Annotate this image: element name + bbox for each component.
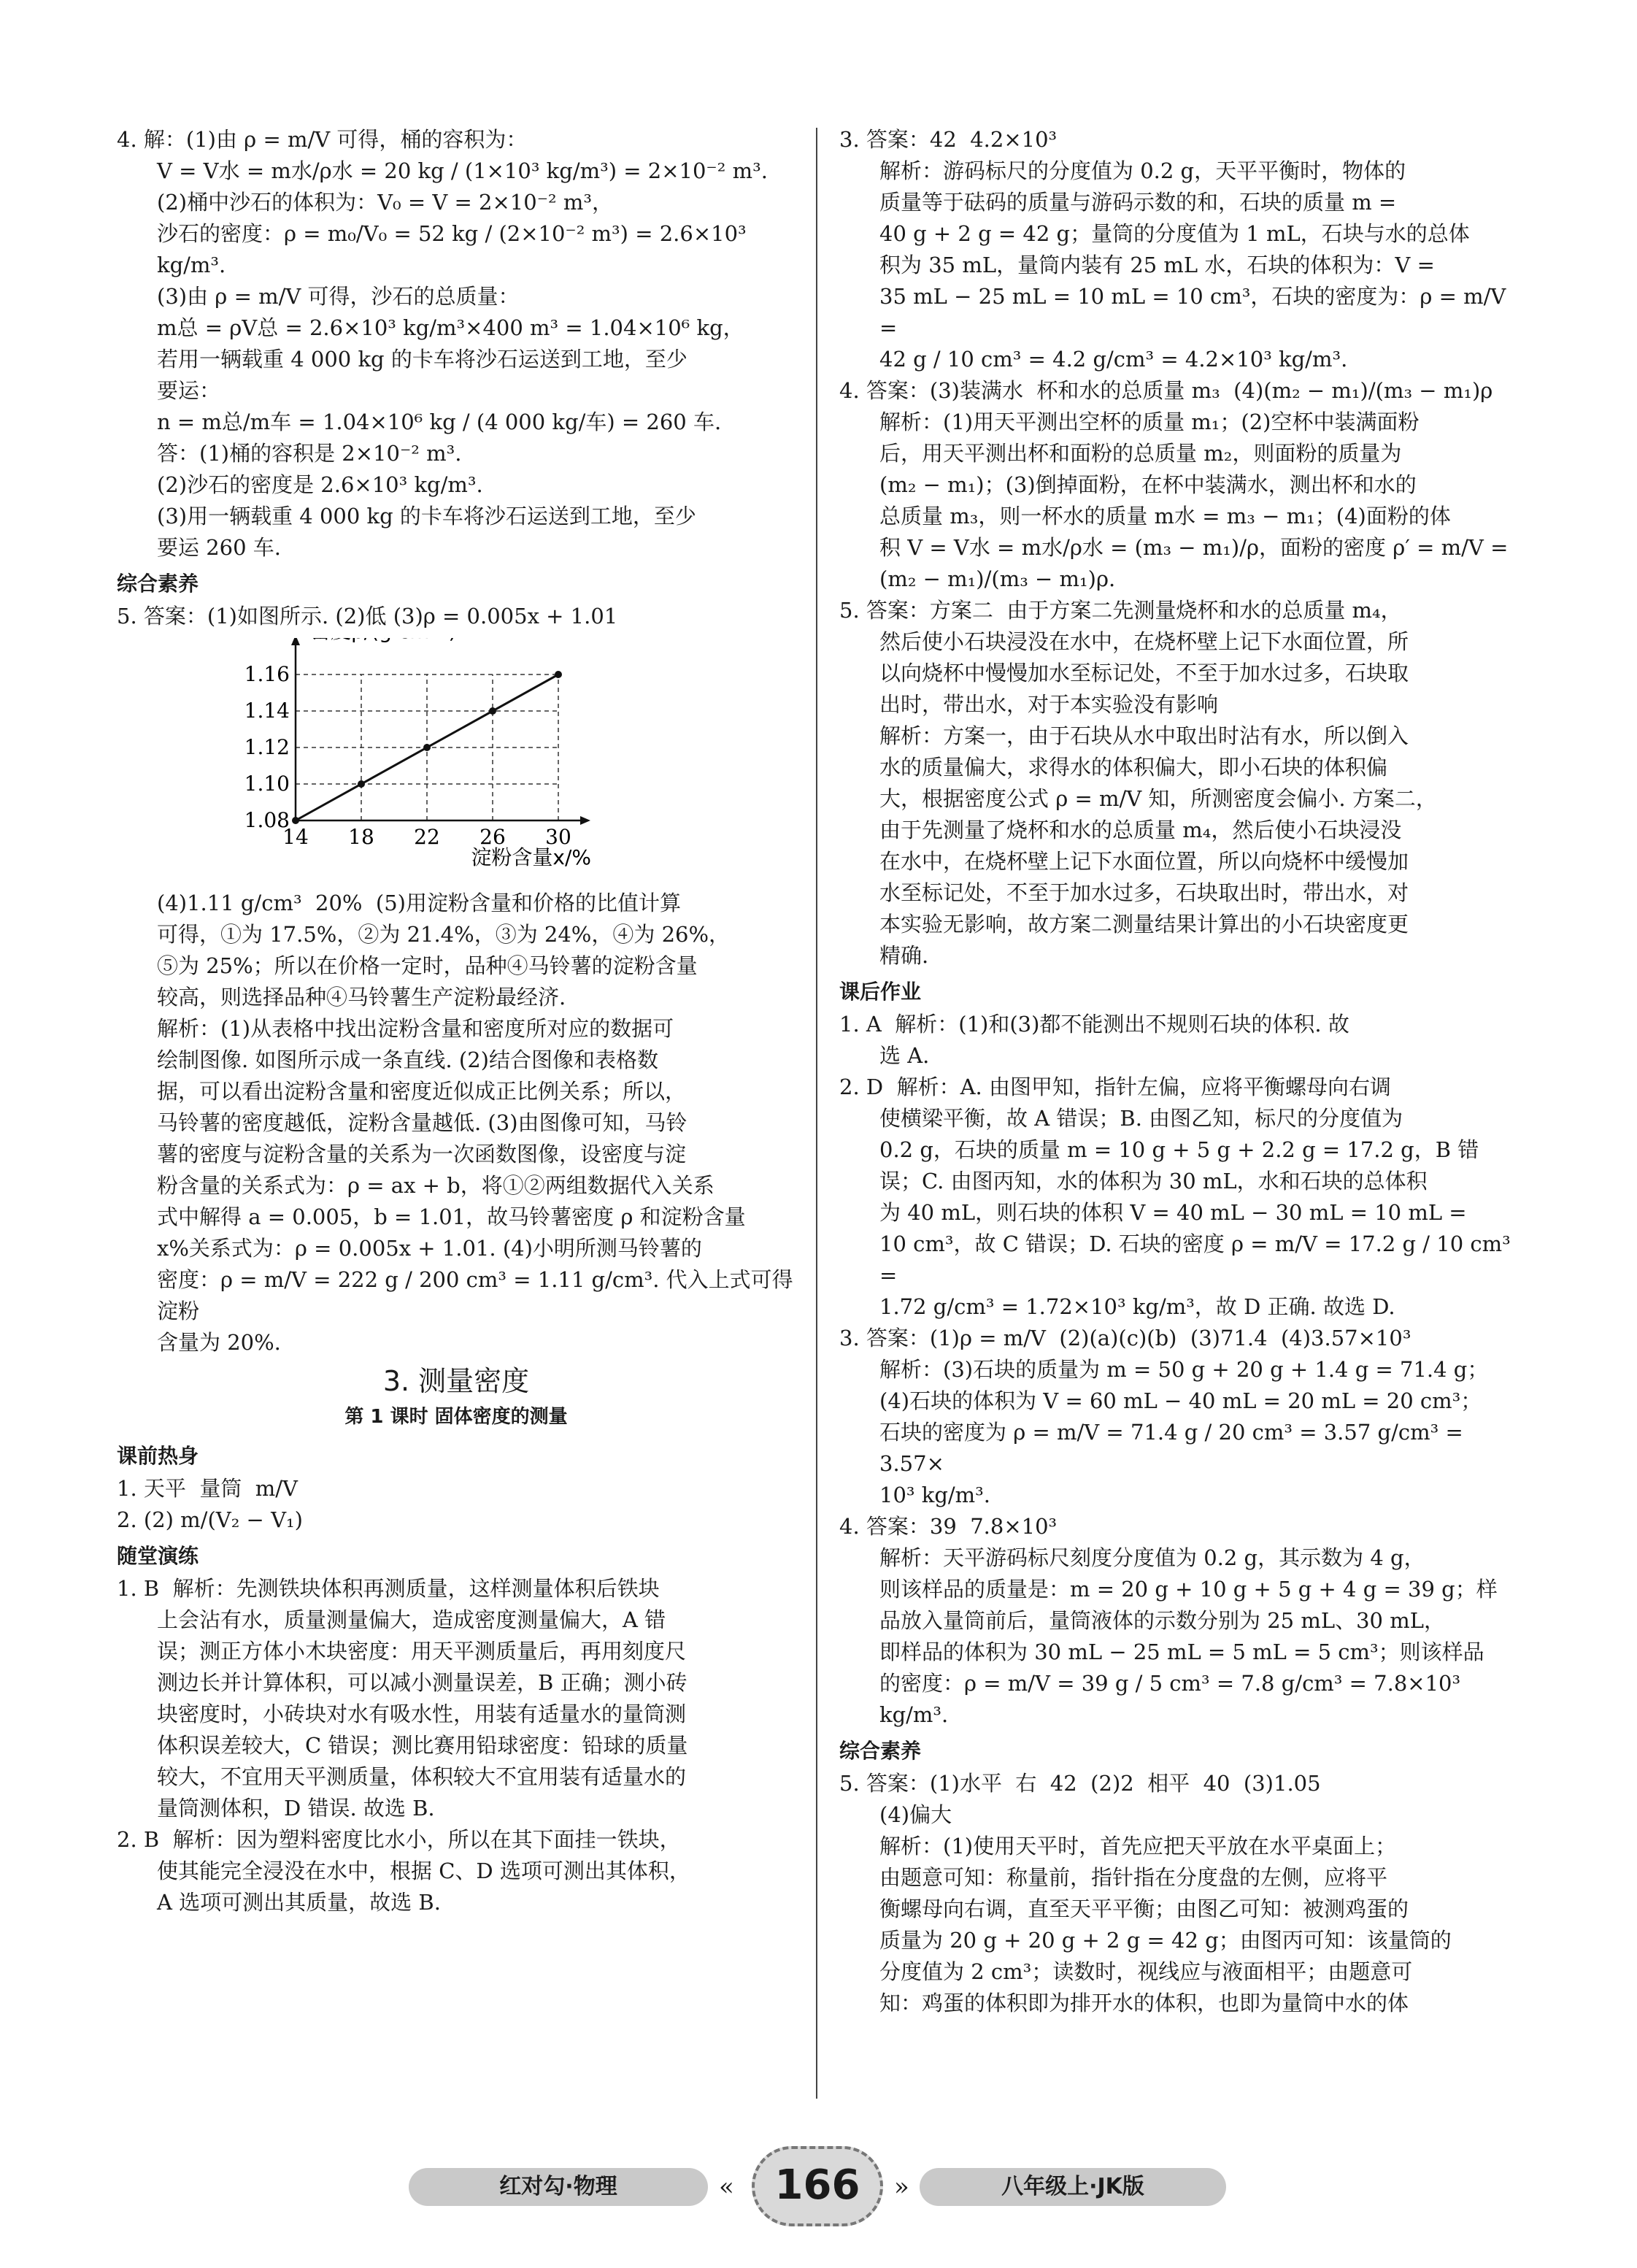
y-tick-label: 1.16 bbox=[244, 662, 290, 686]
text-line: (m₂ − m₁)；(3)倒掉面粉，在杯中装满水，测出杯和水的 bbox=[879, 472, 1417, 497]
text-line: 密度：ρ = m/V = 222 g / 200 cm³ = 1.11 g/cm³. 代入上式可得淀粉 bbox=[157, 1267, 793, 1323]
x-tick-label: 22 bbox=[414, 825, 440, 849]
text-line: 35 mL − 25 mL = 10 mL = 10 cm³，石块的密度为：ρ = m/V = bbox=[879, 284, 1513, 340]
text-line: x%关系式为：ρ = 0.005x + 1.01. (4)小明所测马铃薯的 bbox=[157, 1236, 702, 1261]
text-line: ⑤为 25%；所以在价格一定时，品种④马铃薯的淀粉含量 bbox=[157, 953, 698, 978]
text-line: A 选项可测出其质量，故选 B. bbox=[157, 1890, 441, 1915]
text-line: (4)偏大 bbox=[879, 1802, 952, 1827]
data-point bbox=[292, 817, 299, 824]
x-axis-label: 淀粉含量x/% bbox=[471, 845, 591, 869]
chevron-left-icon: « bbox=[719, 2172, 734, 2202]
text-line: 马铃薯的密度越低，淀粉含量越低. (3)由图像可知，马铃 bbox=[157, 1110, 687, 1135]
text-line: 解析：(1)从表格中找出淀粉含量和密度所对应的数据可 bbox=[157, 1016, 674, 1041]
text-line: 含量为 20%. bbox=[157, 1330, 281, 1355]
text-line: 为 40 mL，则石块的体积 V = 40 mL − 30 mL = 10 mL = bbox=[879, 1200, 1467, 1225]
text-line: 2. (2) m/(V₂ − V₁) bbox=[117, 1507, 303, 1532]
data-point bbox=[489, 707, 496, 715]
text-line: 解析：方案一，由于石块从水中取出时沾有水，所以倒入 bbox=[879, 723, 1409, 748]
x-tick-label: 14 bbox=[282, 825, 309, 849]
page-footer bbox=[409, 2146, 1226, 2226]
y-tick-label: 1.08 bbox=[244, 808, 290, 832]
left-text-block-3 bbox=[117, 1440, 796, 1918]
text-line: 可得，①为 17.5%，②为 21.4%，③为 24%，④为 26%， bbox=[157, 922, 731, 947]
text-line: 1. 天平 量筒 m/V bbox=[117, 1476, 298, 1501]
left-text-block-2 bbox=[117, 888, 796, 1358]
text-line: 解析：(1)使用天平时，首先应把天平放在水平桌面上； bbox=[879, 1834, 1397, 1858]
data-point bbox=[423, 744, 431, 751]
density-chart bbox=[186, 638, 697, 879]
x-tick-label: 30 bbox=[545, 825, 571, 849]
text-line: 精确. bbox=[879, 943, 929, 968]
text-line: 分度值为 2 cm³；读数时，视线应与液面相平；由题意可 bbox=[879, 1959, 1413, 1984]
section-heading: 随堂演练 bbox=[117, 1544, 199, 1568]
text-line: 2. D 解析：A. 由图甲知，指针左偏，应将平衡螺母向右调 bbox=[839, 1075, 1391, 1099]
right-text-block bbox=[839, 124, 1525, 2019]
text-line: 的密度：ρ = m/V = 39 g / 5 cm³ = 7.8 g/cm³ = 7.8×10³ kg/m³. bbox=[879, 1671, 1468, 1727]
text-line: 10³ kg/m³. bbox=[879, 1483, 990, 1507]
y-axis-arrow-icon bbox=[291, 638, 300, 645]
book-title: 红对勾·物理 bbox=[409, 2168, 708, 2206]
text-line: 4. 解：(1)由 ρ = m/V 可得，桶的容积为： bbox=[117, 127, 528, 152]
text-line: 5. 答案：(1)水平 右 42 (2)2 相平 40 (3)1.05 bbox=[839, 1771, 1321, 1796]
text-line: 品放入量筒前后，量筒液体的示数分别为 25 mL、30 mL， bbox=[879, 1608, 1445, 1633]
text-line: 较大，不宜用天平测质量，体积较大不宜用装有适量水的 bbox=[157, 1764, 687, 1789]
text-line: (2)桶中沙石的体积为：V₀ = V = 2×10⁻² m³， bbox=[157, 190, 613, 215]
text-line: 质量为 20 g + 20 g + 2 g = 42 g；由图丙可知：该量筒的 bbox=[879, 1928, 1452, 1953]
text-line: 即样品的体积为 30 mL − 25 mL = 5 mL = 5 cm³；则该样品 bbox=[879, 1640, 1484, 1664]
text-line: (4)1.11 g/cm³ 20% (5)用淀粉含量和价格的比值计算 bbox=[157, 891, 681, 915]
text-line: 10 cm³，故 C 错误；D. 石块的密度 ρ = m/V = 17.2 g / 10 cm³ = bbox=[879, 1231, 1517, 1288]
section-heading: 综合素养 bbox=[839, 1739, 922, 1763]
text-line: 式中解得 a = 0.005，b = 1.01，故马铃薯密度 ρ 和淀粉含量 bbox=[157, 1204, 746, 1229]
y-axis-label bbox=[310, 638, 456, 643]
chevron-right-icon: » bbox=[894, 2172, 909, 2202]
grade-edition: 八年级上·JK版 bbox=[920, 2168, 1226, 2206]
x-tick-label: 26 bbox=[479, 825, 506, 849]
text-line: 出时，带出水，对于本实验没有影响 bbox=[879, 692, 1219, 717]
text-line: 要运： bbox=[157, 378, 221, 403]
left-column bbox=[117, 124, 796, 1918]
text-line: 块密度时，小砖块对水有吸水性，用装有适量水的量筒测 bbox=[157, 1702, 687, 1726]
text-line: 4. 答案：(3)装满水 杯和水的总质量 m₃ (4)(m₂ − m₁)/(m₃ − m₁)ρ bbox=[839, 378, 1493, 403]
text-line: 水的质量偏大，求得水的体积偏大，即小石块的体积偏 bbox=[879, 755, 1388, 780]
page-number: 166 bbox=[752, 2146, 883, 2226]
section-heading: 课前热身 bbox=[117, 1444, 199, 1468]
text-line: (3)由 ρ = m/V 可得，沙石的总质量： bbox=[157, 284, 520, 309]
text-line: 量筒测体积，D 错误. 故选 B. bbox=[157, 1796, 435, 1821]
text-line: 解析：(3)石块的质量为 m = 50 g + 20 g + 1.4 g = 71.4 g； bbox=[879, 1357, 1489, 1382]
text-line: 由于先测量了烧杯和水的总质量 m₄，然后使小石块浸没 bbox=[879, 818, 1402, 842]
y-tick-label: 1.12 bbox=[244, 735, 290, 759]
text-line: 总质量 m₃，则一杯水的质量 m水 = m₃ − m₁；(4)面粉的体 bbox=[879, 504, 1451, 528]
text-line: 据，可以看出淀粉含量和密度近似成正比例关系；所以， bbox=[157, 1079, 687, 1104]
text-line: 2. B 解析：因为塑料密度比水小，所以在其下面挂一铁块， bbox=[117, 1827, 681, 1852]
text-line: 若用一辆载重 4 000 kg 的卡车将沙石运送到工地，至少 bbox=[157, 347, 687, 372]
x-tick-label: 18 bbox=[348, 825, 374, 849]
text-line: (4)石块的体积为 V = 60 mL − 40 mL = 20 mL = 20 cm³； bbox=[879, 1388, 1482, 1413]
text-line: 1.72 g/cm³ = 1.72×10³ kg/m³，故 D 正确. 故选 D. bbox=[879, 1294, 1395, 1319]
text-line: 然后使小石块浸没在水中，在烧杯壁上记下水面位置，所 bbox=[879, 629, 1409, 654]
text-line: 质量等于砝码的质量与游码示数的和，石块的质量 m = bbox=[879, 190, 1397, 215]
text-line: 使横梁平衡，故 A 错误；B. 由图乙知，标尺的分度值为 bbox=[879, 1106, 1403, 1131]
data-point bbox=[555, 671, 562, 678]
text-line: 使其能完全浸没在水中，根据 C、D 选项可测出其体积， bbox=[157, 1858, 690, 1883]
text-line: 以向烧杯中慢慢加水至标记处，不至于加水过多，石块取 bbox=[879, 661, 1409, 685]
section-title: 3. 测量密度 bbox=[382, 1365, 530, 1397]
text-line: 解析：天平游码标尺刻度分度值为 0.2 g，其示数为 4 g， bbox=[879, 1545, 1425, 1570]
text-line: 知：鸡蛋的体积即为排开水的体积，也即为量筒中水的体 bbox=[879, 1991, 1409, 2015]
text-line: m总 = ρV总 = 2.6×10³ kg/m³×400 m³ = 1.04×10⁶ kg， bbox=[157, 315, 744, 340]
text-line: 上会沾有水，质量测量偏大，造成密度测量偏大，A 错 bbox=[157, 1607, 666, 1632]
y-tick-label: 1.10 bbox=[244, 772, 290, 796]
text-line: V = V水 = m水/ρ水 = 20 kg / (1×10³ kg/m³) = 2×10⁻² m³. bbox=[157, 158, 768, 183]
text-line: 衡螺母向右调，直至天平平衡；由图乙可知：被测鸡蛋的 bbox=[879, 1896, 1409, 1921]
text-line: 40 g + 2 g = 42 g；量筒的分度值为 1 mL，石块与水的总体 bbox=[879, 221, 1470, 246]
text-line: (3)用一辆载重 4 000 kg 的卡车将沙石运送到工地，至少 bbox=[157, 504, 696, 528]
text-line: 3. 答案：42 4.2×10³ bbox=[839, 127, 1058, 152]
text-line: 水至标记处，不至于加水过多，石块取出时，带出水，对 bbox=[879, 880, 1409, 905]
text-line: 粉含量的关系式为：ρ = ax + b，将①②两组数据代入关系 bbox=[157, 1173, 714, 1198]
text-line: 要运 260 车. bbox=[157, 535, 282, 560]
text-line: 体积误差较大，C 错误；测比赛用铅球密度：铅球的质量 bbox=[157, 1733, 688, 1758]
text-line: 则该样品的质量是：m = 20 g + 10 g + 5 g + 4 g = 39 g；样 bbox=[879, 1577, 1498, 1602]
text-line: 石块的密度为 ρ = m/V = 71.4 g / 20 cm³ = 3.57 g/cm³ = 3.57× bbox=[879, 1420, 1470, 1476]
text-line: 解析：(1)用天平测出空杯的质量 m₁；(2)空杯中装满面粉 bbox=[879, 410, 1420, 434]
column-divider bbox=[816, 128, 817, 2099]
text-line: 误；C. 由图丙知，水的体积为 30 mL，水和石块的总体积 bbox=[879, 1169, 1428, 1193]
text-line: 误；测正方体小木块密度：用天平测质量后，再用刻度尺 bbox=[157, 1639, 687, 1664]
text-line: 4. 答案：39 7.8×10³ bbox=[839, 1514, 1058, 1539]
text-line: 积为 35 mL，量筒内装有 25 mL 水，石块的体积为：V = bbox=[879, 253, 1435, 277]
lesson-title: 第 1 课时 固体密度的测量 bbox=[344, 1406, 568, 1428]
text-line: 绘制图像. 如图所示成一条直线. (2)结合图像和表格数 bbox=[157, 1047, 658, 1072]
text-line: 3. 答案：(1)ρ = m/V (2)(a)(c)(b) (3)71.4 (4)3.57×10³ bbox=[839, 1326, 1411, 1350]
text-line: 解析：游码标尺的分度值为 0.2 g，天平平衡时，物体的 bbox=[879, 158, 1406, 183]
text-line: 5. 答案：(1)如图所示. (2)低 (3)ρ = 0.005x + 1.01 bbox=[117, 604, 618, 628]
text-line: 1. A 解析：(1)和(3)都不能测出不规则石块的体积. 故 bbox=[839, 1012, 1349, 1037]
left-text-block-1 bbox=[117, 124, 796, 632]
text-line: 在水中，在烧杯壁上记下水面位置，所以向烧杯中缓慢加 bbox=[879, 849, 1409, 874]
text-line: 沙石的密度：ρ = m₀/V₀ = 52 kg / (2×10⁻² m³) = 2.6×10³ kg/m³. bbox=[157, 221, 753, 277]
y-tick-label: 1.14 bbox=[244, 699, 290, 723]
text-line: 本实验无影响，故方案二测量结果计算出的小石块密度更 bbox=[879, 912, 1409, 937]
right-column bbox=[839, 124, 1525, 2019]
text-line: 答：(1)桶的容积是 2×10⁻² m³. bbox=[157, 441, 462, 466]
text-line: 测边长并计算体积，可以减小测量误差，B 正确；测小砖 bbox=[157, 1670, 687, 1695]
text-line: 积 V = V水 = m水/ρ水 = (m₃ − m₁)/ρ，面粉的密度 ρ′ = m/V = (m₂ − m₁)/(m₃ − m₁)ρ. bbox=[879, 535, 1515, 591]
data-point bbox=[358, 780, 365, 788]
text-line: n = m总/m车 = 1.04×10⁶ kg / (4 000 kg/车) = 260 车. bbox=[157, 410, 722, 434]
text-line: (2)沙石的密度是 2.6×10³ kg/m³. bbox=[157, 472, 483, 497]
text-line: 由题意可知：称量前，指针指在分度盘的左侧，应将平 bbox=[879, 1865, 1388, 1890]
x-axis-arrow-icon bbox=[580, 816, 590, 825]
text-line: 后，用天平测出杯和面粉的总质量 m₂，则面粉的质量为 bbox=[879, 441, 1402, 466]
text-line: 1. B 解析：先测铁块体积再测质量，这样测量体积后铁块 bbox=[117, 1576, 660, 1601]
text-line: 选 A. bbox=[879, 1043, 930, 1068]
text-line: 较高，则选择品种④马铃薯生产淀粉最经济. bbox=[157, 985, 566, 1010]
text-line: 42 g / 10 cm³ = 4.2 g/cm³ = 4.2×10³ kg/m³. bbox=[879, 347, 1348, 372]
section-heading: 综合素养 bbox=[117, 572, 199, 596]
text-line: 大，根据密度公式 ρ = m/V 知，所测密度会偏小. 方案二， bbox=[879, 786, 1437, 811]
text-line: 薯的密度与淀粉含量的关系为一次函数图像，设密度与淀 bbox=[157, 1142, 687, 1166]
text-line: 5. 答案：方案二 由于方案二先测量烧杯和水的总质量 m₄， bbox=[839, 598, 1402, 623]
text-line: 0.2 g，石块的质量 m = 10 g + 5 g + 2.2 g = 17.2 g，B 错 bbox=[879, 1137, 1479, 1162]
section-heading: 课后作业 bbox=[839, 980, 922, 1004]
